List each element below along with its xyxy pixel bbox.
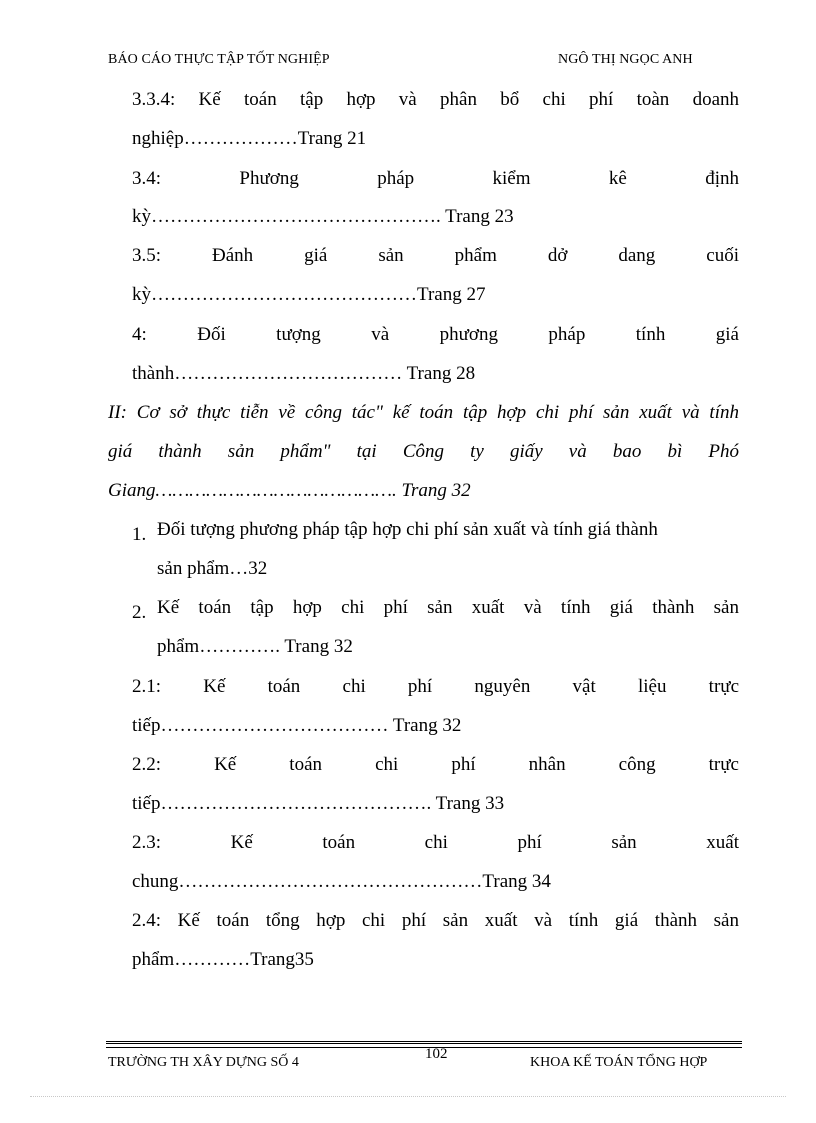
toc-entry-2: Kế toán tập hợp chi phí sản xuất và tính giá thành sản: [157, 597, 739, 618]
toc-entry-3-3-4-page: nghiệp………………Trang 21: [132, 128, 367, 149]
toc-entry-4: 4: Đối tượng và phương pháp tính giá: [132, 324, 739, 345]
toc-section-ii-line2: giá thành sản phẩm" tại Công ty giấy và bao bì Phó: [108, 441, 739, 462]
toc-entry-2-4: 2.4: Kế toán tổng hợp chi phí sản xuất và tính giá thành sản: [132, 910, 739, 931]
toc-entry-2-3-page: chung…………………………………………Trang 34: [132, 871, 551, 892]
page-number: 102: [425, 1046, 448, 1062]
footer-left: TRƯỜNG TH XÂY DỰNG SỐ 4: [108, 1055, 299, 1070]
toc-entry-4-page: thành……………………………… Trang 28: [132, 363, 476, 384]
header-left: BÁO CÁO THỰC TẬP TỐT NGHIỆP: [108, 52, 330, 67]
header-right: NGÔ THỊ NGỌC ANH: [558, 52, 693, 67]
toc-entry-2-page: phẩm…………. Trang 32: [157, 636, 353, 657]
list-number-2: 2.: [132, 602, 147, 623]
footer-right: KHOA KẾ TOÁN TỔNG HỢP: [530, 1055, 708, 1070]
footer-rule-double: [106, 1041, 742, 1044]
toc-section-ii-page: Giang……………………………………. Trang 32: [108, 480, 471, 501]
toc-entry-3-4-page: kỳ………………………………………. Trang 23: [132, 206, 514, 227]
toc-entry-1-page: sản phẩm…32: [157, 558, 268, 579]
page-edge-divider: [30, 1096, 786, 1097]
toc-entry-2-4-page: phẩm…………Trang35: [132, 949, 314, 970]
toc-entry-3-5-page: kỳ……………………………………Trang 27: [132, 284, 486, 305]
toc-entry-3-4: 3.4: Phương pháp kiểm kê định: [132, 168, 739, 189]
list-number-1: 1.: [132, 524, 147, 545]
toc-entry-2-2-page: tiếp……………………………………. Trang 33: [132, 793, 505, 814]
toc-section-ii: II: Cơ sở thực tiễn về công tác" kế toán tập hợp chi phí sản xuất và tính: [108, 402, 739, 423]
toc-entry-2-1: 2.1: Kế toán chi phí nguyên vật liệu trực: [132, 676, 739, 697]
toc-entry-3-5: 3.5: Đánh giá sản phẩm dở dang cuối: [132, 245, 739, 266]
toc-entry-3-3-4: 3.3.4: Kế toán tập hợp và phân bổ chi phí toàn doanh: [132, 89, 739, 110]
toc-entry-2-2: 2.2: Kế toán chi phí nhân công trực: [132, 754, 739, 775]
footer-rule: [106, 1047, 742, 1048]
toc-entry-2-1-page: tiếp……………………………… Trang 32: [132, 715, 462, 736]
toc-entry-1: Đối tượng phương pháp tập hợp chi phí sản xuất và tính giá thành: [157, 519, 658, 540]
toc-entry-2-3: 2.3: Kế toán chi phí sản xuất: [132, 832, 739, 853]
